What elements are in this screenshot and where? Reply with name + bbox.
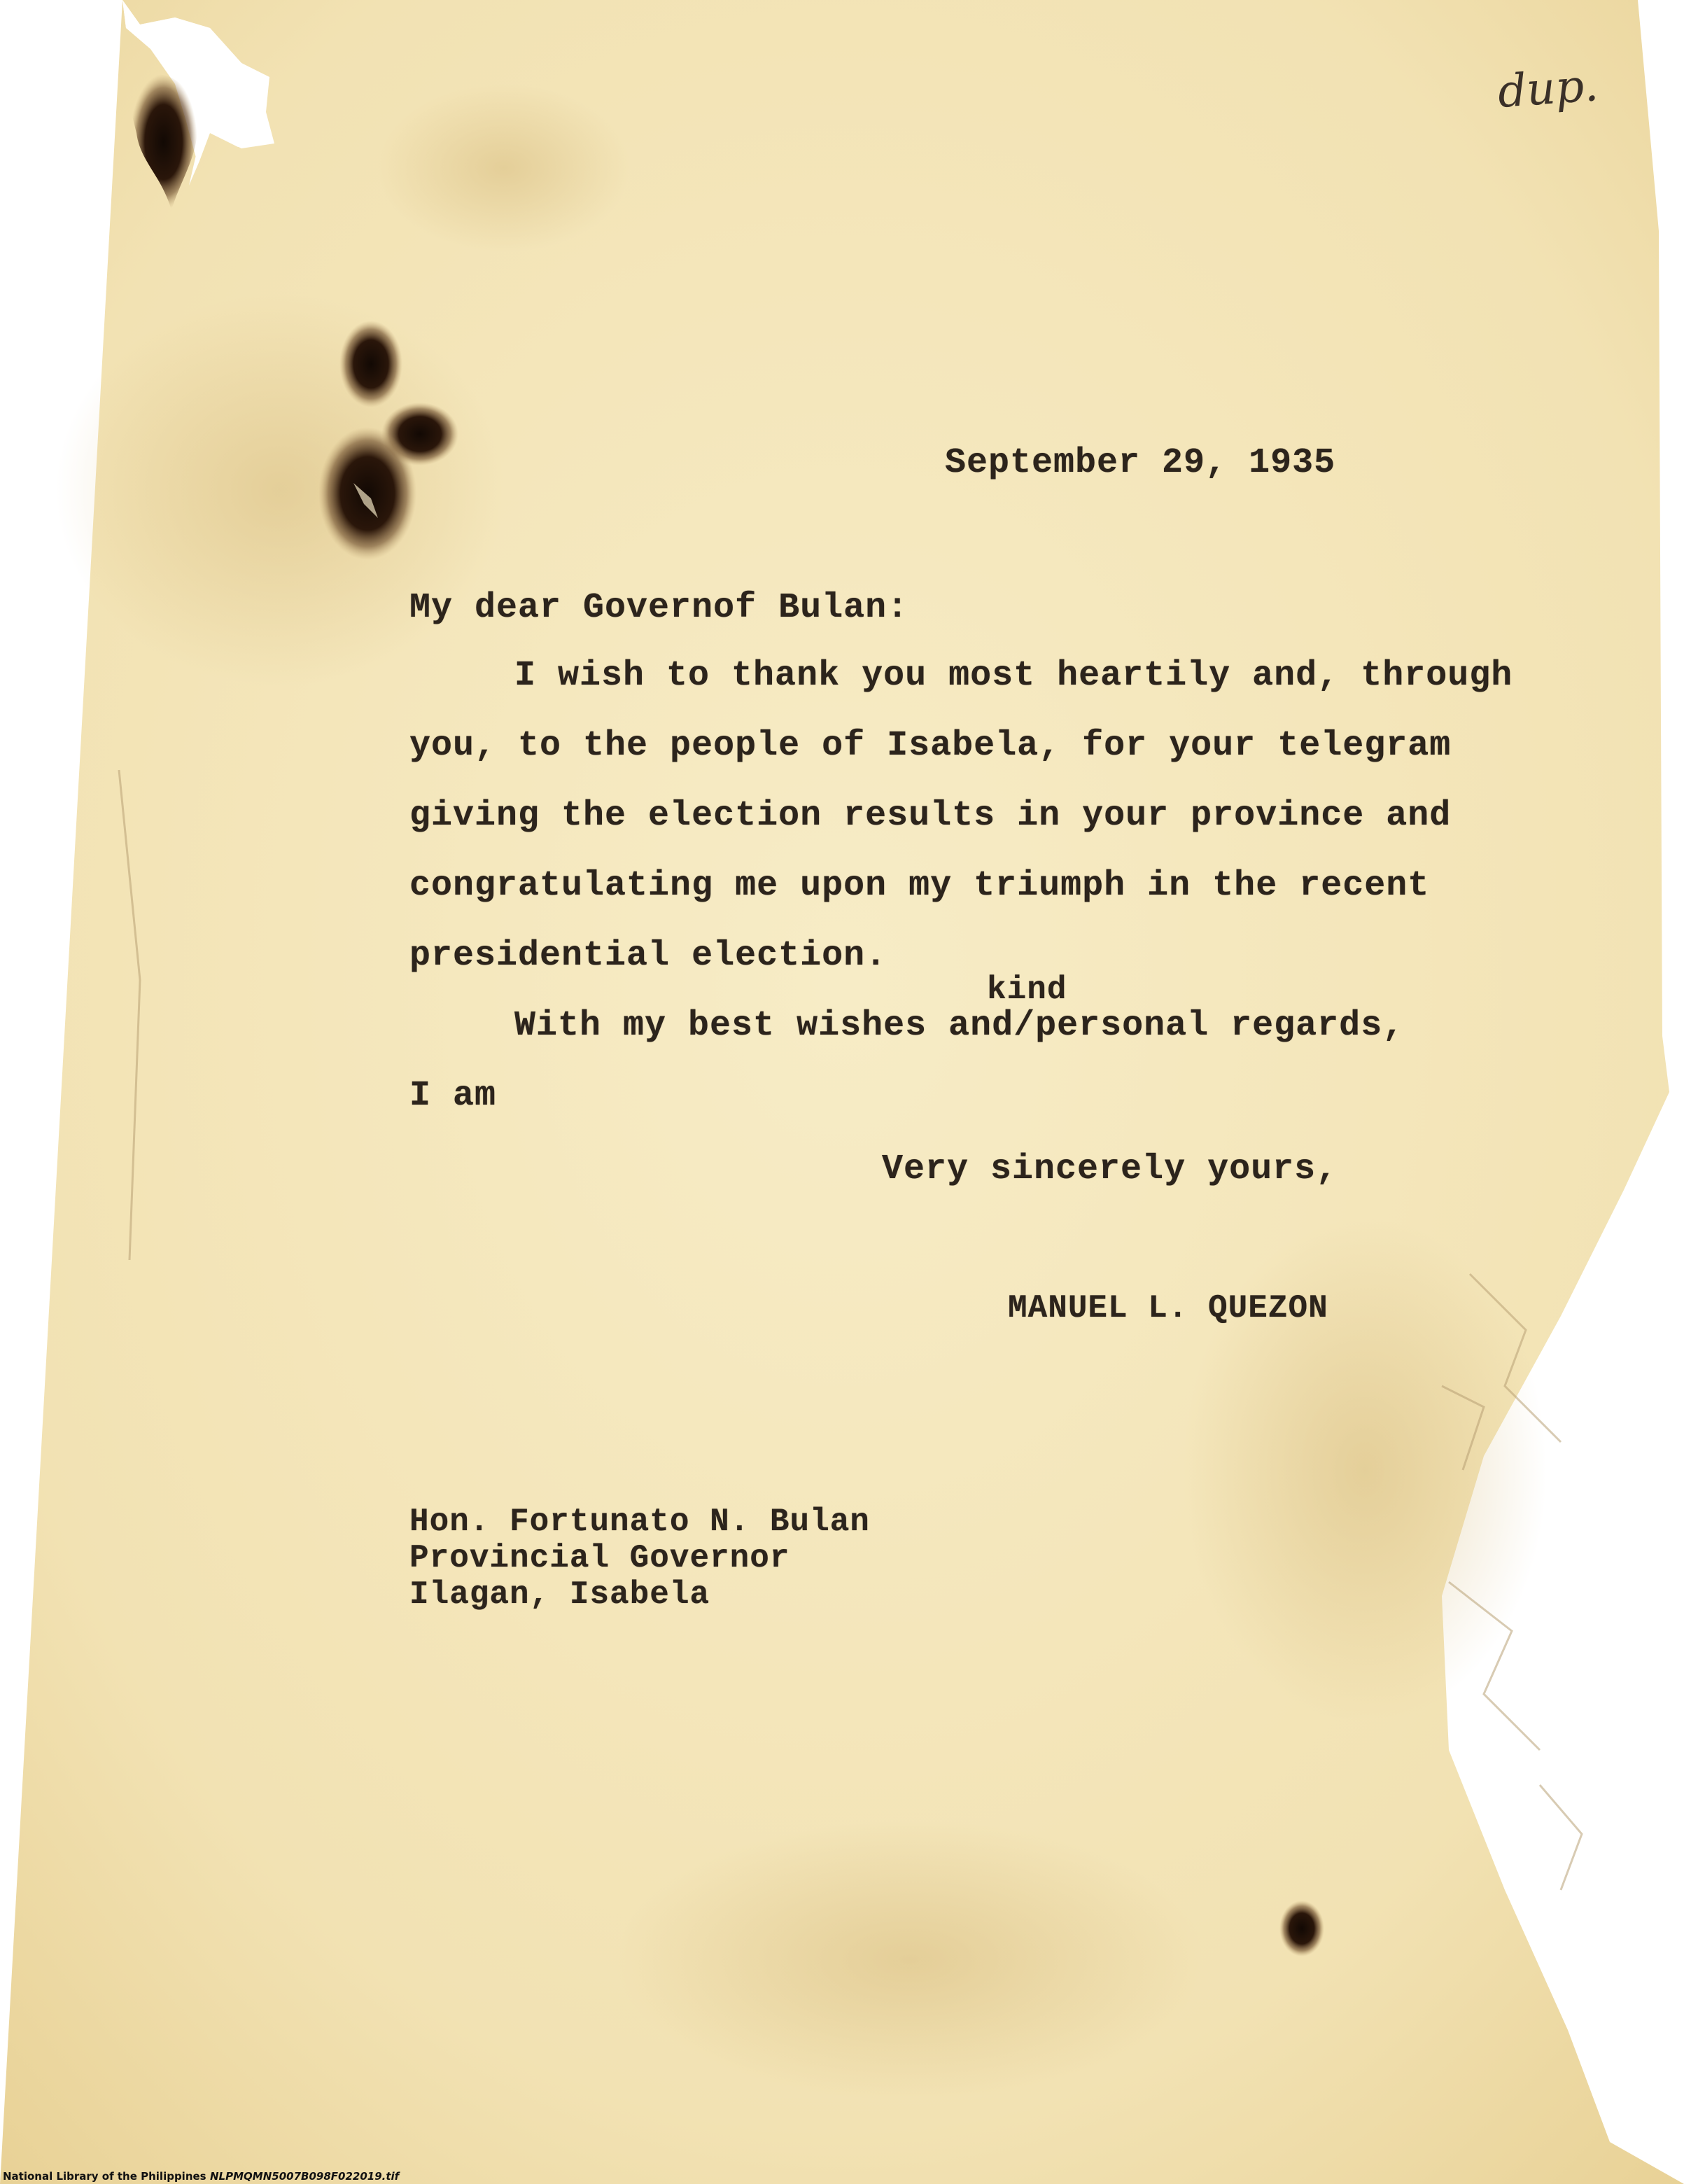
body-line: congratulating me upon my triumph in the recent [409, 866, 1430, 906]
address-line: Ilagan, Isabela [409, 1576, 710, 1613]
interlinear-insertion: kind [987, 972, 1067, 1008]
footer-library-name: National Library of the Philippines [3, 2170, 206, 2183]
salutation: My dear Governof Bulan: [409, 588, 909, 628]
body-line: I wish to thank you most heartily and, through [514, 656, 1513, 696]
closing-line: With my best wishes and/personal regards, [514, 1006, 1405, 1046]
letter-date: September 29, 1935 [945, 443, 1336, 483]
handwritten-note: dup. [1496, 59, 1600, 118]
body-line: you, to the people of Isabela, for your telegram [409, 726, 1452, 766]
footer-file-id: NLPMQMN5007B098F022019.tif [210, 2170, 400, 2183]
signature-name: MANUEL L. QUEZON [1008, 1290, 1328, 1326]
body-line: presidential election. [409, 936, 887, 976]
address-line: Provincial Governor [409, 1540, 790, 1576]
address-line: Hon. Fortunato N. Bulan [409, 1504, 870, 1540]
i-am-line: I am [409, 1076, 497, 1116]
body-line: giving the election results in your province and [409, 796, 1452, 836]
complimentary-close: Very sincerely yours, [882, 1149, 1338, 1189]
